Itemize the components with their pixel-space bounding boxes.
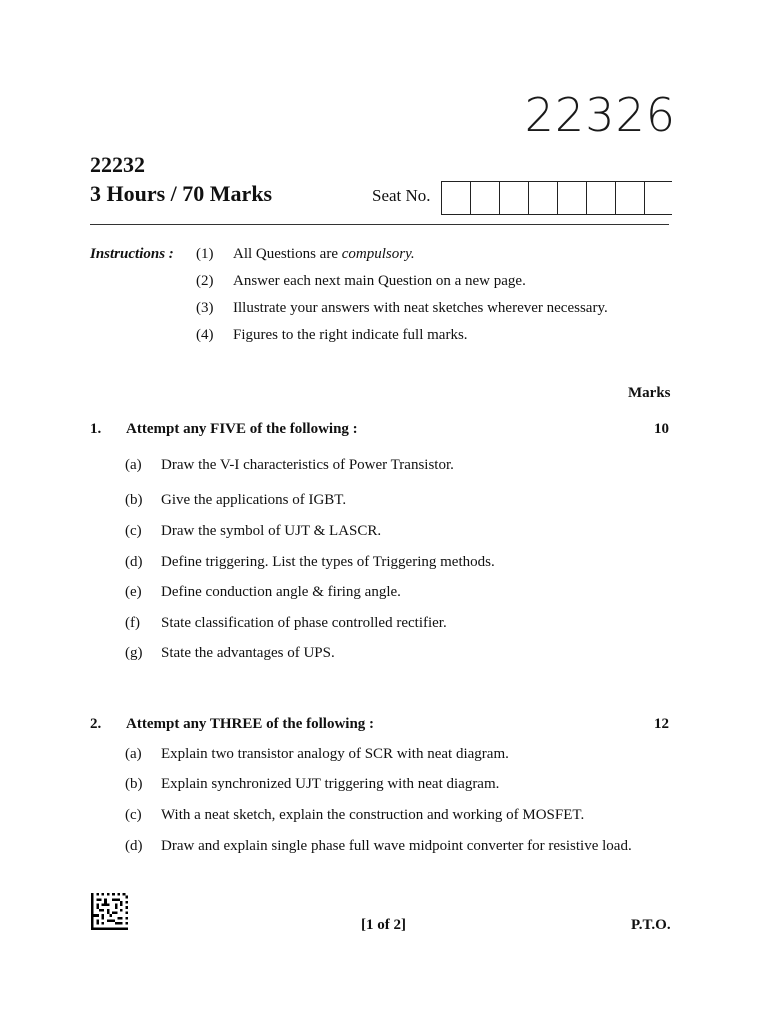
instruction-text: Illustrate your answers with neat sketches wherever necessary. xyxy=(233,300,608,316)
sub-question xyxy=(125,457,454,474)
sub-question xyxy=(125,807,584,824)
seat-number-label: Seat No. xyxy=(372,186,431,205)
sub-question-text: Explain synchronized UJT triggering with neat diagram. xyxy=(161,776,500,792)
sub-question-text: Draw the V-I characteristics of Power Transistor. xyxy=(161,457,454,473)
instruction-text: All Questions are compulsory. xyxy=(233,246,415,262)
question-marks: 12 xyxy=(654,716,669,732)
seat-box[interactable] xyxy=(499,182,528,214)
instruction-number: (2) xyxy=(196,273,214,289)
sub-question-text: Define triggering. List the types of Triggering methods. xyxy=(161,554,495,570)
sub-question-text: Define conduction angle & firing angle. xyxy=(161,584,401,600)
sub-question-letter: (a) xyxy=(125,746,142,762)
sub-question-text: With a neat sketch, explain the construction and working of MOSFET. xyxy=(161,807,585,823)
instruction-text: Answer each next main Question on a new page. xyxy=(233,273,526,289)
sub-question-text: State the advantages of UPS. xyxy=(161,645,335,661)
question-marks: 10 xyxy=(654,421,669,437)
question-number: 1. xyxy=(90,421,102,437)
seat-box[interactable] xyxy=(528,182,557,214)
seat-box[interactable] xyxy=(586,182,615,214)
sub-question-text: Explain two transistor analogy of SCR with neat diagram. xyxy=(161,746,509,762)
instructions-list xyxy=(196,246,608,354)
sub-question xyxy=(125,554,495,571)
sub-question-letter: (c) xyxy=(125,523,142,539)
sub-question-text: Draw the symbol of UJT & LASCR. xyxy=(161,523,382,539)
header-divider xyxy=(90,224,669,225)
seat-number-boxes[interactable] xyxy=(441,181,672,215)
please-turn-over: P.T.O. xyxy=(631,917,671,933)
marks-column-heading: Marks xyxy=(628,385,671,401)
sub-question-text: Draw and explain single phase full wave midpoint converter for resistive load. xyxy=(161,838,632,854)
sub-question-letter: (f) xyxy=(125,615,140,631)
seat-box[interactable] xyxy=(557,182,586,214)
sub-question xyxy=(125,645,335,662)
instruction-number: (4) xyxy=(196,327,214,343)
duration-marks: 3 Hours / 70 Marks xyxy=(90,181,273,206)
sub-question xyxy=(125,615,447,632)
question-title: Attempt any FIVE of the following : xyxy=(126,421,358,437)
question-number: 2. xyxy=(90,716,102,732)
instruction-number: (3) xyxy=(196,300,214,316)
sub-question xyxy=(125,746,509,763)
sub-question-letter: (c) xyxy=(125,807,142,823)
paper-code-large: 22326 xyxy=(524,88,676,142)
sub-question-letter: (e) xyxy=(125,584,142,600)
sub-question-letter: (b) xyxy=(125,492,143,508)
instruction-item xyxy=(196,273,608,300)
seat-box[interactable] xyxy=(441,182,470,214)
sub-question xyxy=(125,838,632,855)
sub-question xyxy=(125,776,499,793)
seat-box[interactable] xyxy=(644,182,672,214)
instruction-text: Figures to the right indicate full marks. xyxy=(233,327,468,343)
instruction-emphasis: compulsory. xyxy=(341,246,415,262)
sub-question-letter: (d) xyxy=(125,838,143,854)
sub-question xyxy=(125,584,401,601)
instructions-label: Instructions : xyxy=(90,246,174,262)
seat-box[interactable] xyxy=(470,182,499,214)
sub-question-letter: (d) xyxy=(125,554,143,570)
seat-box[interactable] xyxy=(615,182,644,214)
instruction-item xyxy=(196,300,608,327)
question-title: Attempt any THREE of the following : xyxy=(126,716,375,732)
subject-code: 22232 xyxy=(90,152,145,177)
instruction-item xyxy=(196,246,608,273)
sub-question-letter: (g) xyxy=(125,645,143,661)
sub-question-text: Give the applications of IGBT. xyxy=(161,492,347,508)
sub-question xyxy=(125,492,346,509)
sub-question-letter: (a) xyxy=(125,457,142,473)
sub-question xyxy=(125,523,381,540)
datamatrix-code-icon xyxy=(91,893,128,930)
sub-question-text: State classification of phase controlled rectifier. xyxy=(161,615,447,631)
page-number: [1 of 2] xyxy=(361,917,406,933)
sub-question-letter: (b) xyxy=(125,776,143,792)
instruction-number: (1) xyxy=(196,246,214,262)
instruction-item xyxy=(196,327,608,354)
